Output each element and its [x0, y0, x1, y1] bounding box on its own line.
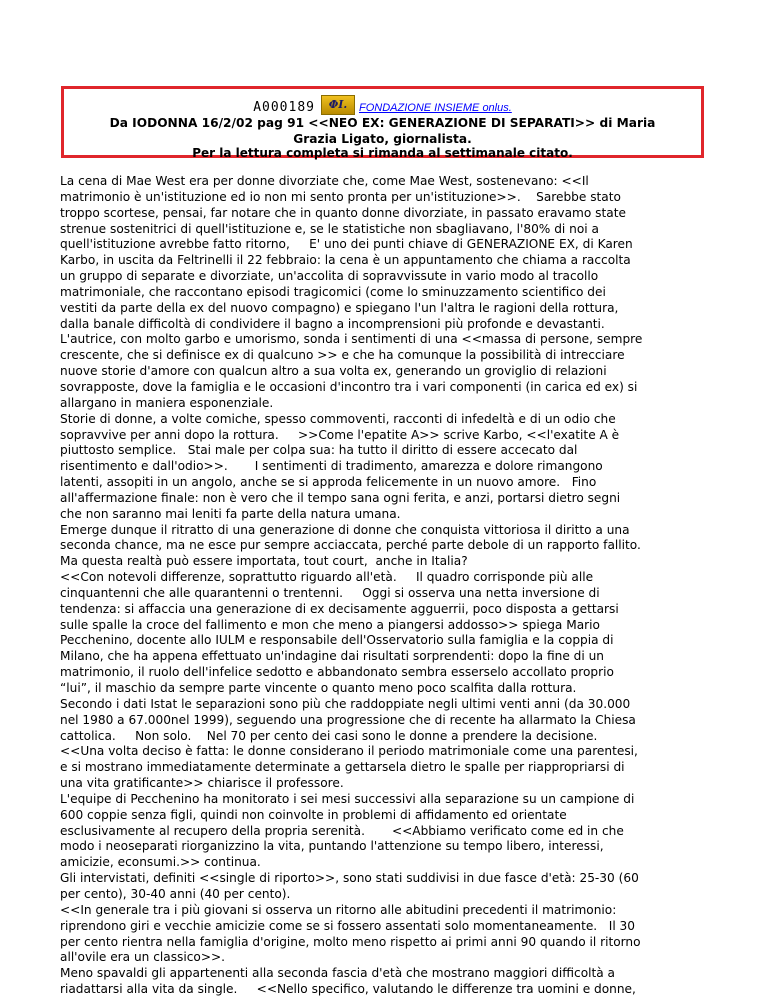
article-line: dalla banale difficoltà di condividere il bagno a incomprensioni più profonde e devastanti. [60, 316, 605, 331]
article-line: nuove storie d'amore con qualcun altro a sua volta ex, generando un groviglio di relazioni [60, 364, 607, 379]
article-line: amicizie, econsumi.>> continua. [60, 855, 261, 870]
foundation-link[interactable]: FONDAZIONE INSIEME onlus. [358, 102, 512, 114]
article-line: Emerge dunque il ritratto di una generazione di donne che conquista vittoriosa il diritto a una [60, 522, 630, 537]
header-note-line: Per la lettura completa si rimanda al settimanale citato. [192, 146, 573, 160]
header-author-line: Grazia Ligato, giornalista. [293, 132, 472, 146]
foundation-logo-icon [321, 95, 355, 115]
document-code: A000189 [253, 100, 315, 115]
logo-text: ΦI. [328, 98, 348, 111]
article-line: 600 coppie senza figli, quindi non coinvolte in problemi di affidamento ed orientate [60, 807, 567, 822]
article-line: vestiti da parte della ex del nuovo compagno) e spiegano l'un l'altra le ragioni della rottura, [60, 300, 619, 315]
article-line: una vita gratificante>> chiarisce il professore. [60, 776, 344, 791]
article-line: nel 1980 a 67.000nel 1999), seguendo una progressione che di recente ha allarmato la Chiesa [60, 712, 636, 727]
article-line: <<Con notevoli differenze, soprattutto riguardo all'età. Il quadro corrisponde più alle [60, 570, 594, 585]
article-line: <<Una volta deciso è fatta: le donne considerano il periodo matrimoniale come una parentesi, [60, 744, 638, 759]
article-line: <<In generale tra i più giovani si osserva un ritorno alle abitudini precedenti il matrimonio: [60, 902, 617, 917]
article-line: modo i neoseparati riorganizzino la vita, puntando l'attenzione su tempo libero, interessi, [60, 839, 604, 854]
article-line: all'ovile era un classico>>. [60, 950, 226, 965]
article-line: piuttosto semplice. Stai male per colpa sua: ha tutto il diritto di essere accecato dal [60, 443, 578, 458]
article-line: Meno spavaldi gli appartenenti alla seconda fascia d'età che mostrano maggiori difficoltà a [60, 966, 615, 981]
article-line: La cena di Mae West era per donne divorziate che, come Mae West, sostenevano: <<Il [60, 174, 589, 188]
article-line: per cento), 30-40 anni (40 per cento). [60, 886, 291, 901]
article-line: cinquantenni che alle quarantenni o trentenni. Oggi si osserva una netta inversione di [60, 585, 600, 600]
article-line: sulle spalle la croce del fallimento e mon che meno a piangersi addosso>> spiega Mario [60, 617, 600, 632]
article-line: che non saranno mai leniti fa parte della natura umana. [60, 506, 401, 521]
article-line: allargano in maniera esponenziale. [60, 395, 274, 410]
article-line: Secondo i dati Istat le separazioni sono più che raddoppiate negli ultimi venti anni (da 30.000 [60, 696, 631, 711]
article-line: tendenza: si affaccia una generazione di ex decisamente agguerrii, poco disposta a gettarsi [60, 601, 619, 616]
article-line: Storie di donne, a volte comiche, spesso commoventi, racconti di infedeltà e di un odio che [60, 411, 616, 426]
article-line: un gruppo di separate e divorziate, un'accolita di sopravvissute in vario modo al tracollo [60, 269, 599, 284]
article-line: Gli intervistati, definiti <<single di riporto>>, sono stati suddivisi in due fasce d'età: 25-30 (60 [60, 871, 639, 886]
header-first-line [64, 95, 701, 115]
article-line: sovrapposte, dove la famiglia e le occasioni d'incontro tra i vari componenti (in carica ed ex) si [60, 379, 638, 394]
article-line: L'equipe di Pecchenino ha monitorato i sei mesi successivi alla separazione su un campione di [60, 791, 635, 806]
article-line: riprendono giri e vecchie amicizie come se si fossero assentati solo momentaneamente. Il 30 [60, 918, 635, 933]
article-line: esclusivamente al recupero della propria serenità. <<Abbiamo verificato come ed in che [60, 823, 624, 838]
article-body [60, 174, 720, 998]
header-source-line: Da IODONNA 16/2/02 pag 91 <<NEO EX: GENERAZIONE DI SEPARATI>> di Maria [109, 116, 656, 130]
article-line: matrimonio è un'istituzione ed io non mi sento pronta per un'istituzione>>. Sarebbe stato [60, 189, 621, 204]
article-line: Karbo, in uscita da Feltrinelli il 22 febbraio: la cena è un appuntamento che chiama a raccolta [60, 253, 631, 268]
article-line: Pecchenino, docente allo IULM e responsabile dell'Osservatorio sulla famiglia e la coppia di [60, 633, 614, 648]
article-line: “lui”, il maschio da sempre parte vincente o quanto meno poco scalfita dalla rottura. [60, 681, 577, 695]
article-line: cattolica. Non solo. Nel 70 per cento dei casi sono le donne a prendere la decisione. [60, 728, 598, 743]
article-line: Milano, che ha appena effettuato un'indagine dai risultati sorprendenti: dopo la fine di un [60, 649, 604, 664]
article-line: sopravvive per anni dopo la rottura. >>Come l'epatite A>> scrive Karbo, <<l'exatite A è [60, 427, 620, 442]
article-line: e si mostrano immediatamente determinate a gettarsela dietro le spalle per riappropriarsi di [60, 760, 625, 775]
article-line: seconda chance, ma ne esce pur sempre acciaccata, perché parte debole di un rapporto fallito. [60, 538, 641, 553]
article-line: troppo scortese, pensai, far notare che in quanto donne divorziate, in passato eravamo state [60, 205, 626, 220]
article-line: matrimoniale, che raccontano episodi tragicomici (come lo sminuzzamento scientifico dei [60, 284, 606, 299]
article-line: per cento rientra nella famiglia d'origine, molto meno rispetto ai primi anni 90 quando il ritorno [60, 934, 641, 949]
article-line: risentimento e dall'odio>>. I sentimenti di tradimento, amarezza e dolore rimangono [60, 459, 603, 474]
article-line: L'autrice, con molto garbo e umorismo, sonda i sentimenti di una <<massa di persone, sempre [60, 332, 643, 347]
article-line: strenue sostenitrici di quell'istituzione e, se le statistiche non sbagliavano, l'80% di noi a [60, 221, 599, 236]
article-line: riadattarsi alla vita da single. <<Nello specifico, valutando le differenze tra uomini e donne, [60, 982, 636, 997]
document-header [61, 86, 704, 158]
article-line: matrimonio, il ruolo dell'infelice sedotto e abbandonato sembra esserselo accollato proprio [60, 665, 614, 680]
article-line: latenti, assopiti in un angolo, anche se si approda felicemente in un nuovo amore. Fino [60, 475, 597, 490]
article-line: all'affermazione finale: non è vero che il tempo sana ogni ferita, e anzi, portarsi dietro segni [60, 490, 621, 505]
article-line: crescente, che si definisce ex di qualcuno >> e che ha comunque la possibilità di intrecciare [60, 348, 625, 363]
article-line: quell'istituzione avrebbe fatto ritorno, E' uno dei punti chiave di GENERAZIONE EX, di Karen [60, 237, 633, 252]
article-line: Ma questa realtà può essere importata, tout court, anche in Italia? [60, 554, 468, 569]
